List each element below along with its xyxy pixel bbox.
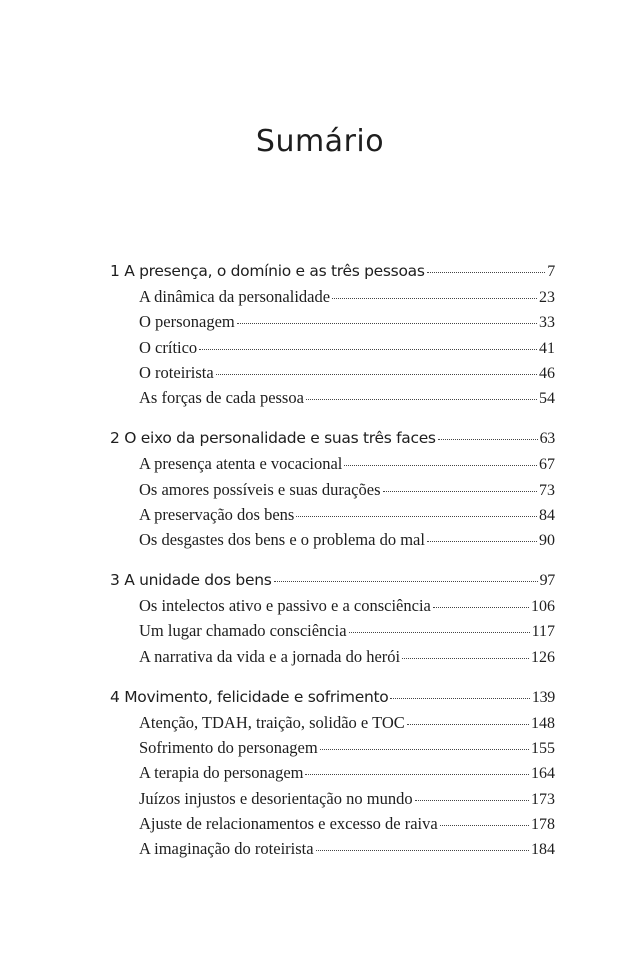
dot-leader xyxy=(199,349,537,350)
page-number: 178 xyxy=(531,815,555,833)
section-title: Os desgastes dos bens e o problema do mal xyxy=(139,529,425,549)
section-entry[interactable] xyxy=(110,789,555,814)
section-title: Os intelectos ativo e passivo e a consciência xyxy=(139,596,431,616)
page-number: 46 xyxy=(539,364,555,382)
table-of-contents xyxy=(110,262,555,880)
chapter-title: 2 O eixo da personalidade e suas três faces xyxy=(110,429,436,448)
chapter-entry[interactable] xyxy=(110,571,555,596)
dot-leader xyxy=(349,632,530,633)
dot-leader xyxy=(427,541,537,542)
dot-leader xyxy=(433,607,529,608)
section-title: Um lugar chamado consciência xyxy=(139,621,347,641)
page-number: 67 xyxy=(539,456,555,474)
page-number: 126 xyxy=(531,648,555,666)
dot-leader xyxy=(402,658,529,659)
page-number: 139 xyxy=(531,688,555,706)
page-number: 7 xyxy=(547,263,555,280)
section-title: O crítico xyxy=(139,337,198,357)
page-number: 84 xyxy=(539,506,555,524)
section-title: A preservação dos bens xyxy=(139,504,295,524)
page-number: 148 xyxy=(531,715,555,732)
dot-leader xyxy=(296,516,537,517)
dot-leader xyxy=(216,374,537,375)
page-number: 173 xyxy=(531,790,555,808)
page-number: 117 xyxy=(531,623,555,641)
section-entry[interactable] xyxy=(110,480,555,505)
section-entry[interactable] xyxy=(110,713,555,738)
page-number: 184 xyxy=(531,840,555,858)
page-number: 63 xyxy=(539,430,555,448)
section-entry[interactable] xyxy=(110,738,555,763)
section-title: A presença atenta e vocacional xyxy=(139,454,343,474)
chapter-3 xyxy=(110,571,555,672)
section-title: Sofrimento do personagem xyxy=(139,738,318,758)
dot-leader xyxy=(415,800,529,801)
dot-leader xyxy=(440,825,529,826)
dot-leader xyxy=(383,491,538,492)
chapter-title: 1 A presença, o domínio e as três pessoas xyxy=(110,262,425,280)
section-title: Ajuste de relacionamentos e excesso de raiva xyxy=(139,813,438,833)
chapter-1 xyxy=(110,262,555,413)
section-title: As forças de cada pessoa xyxy=(139,387,304,407)
dot-leader xyxy=(332,298,537,299)
chapter-title: 3 A unidade dos bens xyxy=(110,571,272,590)
chapter-entry[interactable] xyxy=(110,688,555,713)
page-number: 90 xyxy=(539,531,555,549)
section-entry[interactable] xyxy=(110,338,555,363)
page-number: 54 xyxy=(539,389,555,407)
section-entry[interactable] xyxy=(110,454,555,479)
section-entry[interactable] xyxy=(110,363,555,388)
section-title: O personagem xyxy=(139,312,235,332)
section-entry[interactable] xyxy=(110,596,555,621)
dot-leader xyxy=(407,724,529,725)
page-title: Sumário xyxy=(255,124,385,159)
page-number: 155 xyxy=(531,740,555,758)
section-entry[interactable] xyxy=(110,839,555,864)
chapter-4 xyxy=(110,688,555,864)
dot-leader xyxy=(344,465,537,466)
section-entry[interactable] xyxy=(110,647,555,672)
dot-leader xyxy=(305,774,529,775)
section-title: A imaginação do roteirista xyxy=(139,838,314,858)
dot-leader xyxy=(390,698,529,699)
section-title: A narrativa da vida e a jornada do herói xyxy=(139,646,401,666)
dot-leader xyxy=(427,272,546,273)
section-title: O roteirista xyxy=(139,362,214,382)
section-entry[interactable] xyxy=(110,530,555,555)
section-entry[interactable] xyxy=(110,312,555,337)
section-entry[interactable] xyxy=(110,287,555,312)
page-number: 23 xyxy=(539,289,555,307)
chapter-2 xyxy=(110,429,555,555)
section-entry[interactable] xyxy=(110,763,555,788)
dot-leader xyxy=(316,850,529,851)
chapter-entry[interactable] xyxy=(110,429,555,454)
dot-leader xyxy=(274,581,538,582)
dot-leader xyxy=(306,399,537,400)
page-number: 164 xyxy=(531,765,555,783)
dot-leader xyxy=(320,749,529,750)
dot-leader xyxy=(438,439,538,440)
section-title: Os amores possíveis e suas durações xyxy=(139,479,381,499)
section-title: Atenção, TDAH, traição, solidão e TOC xyxy=(139,713,405,732)
page-number: 33 xyxy=(539,314,555,332)
section-entry[interactable] xyxy=(110,388,555,413)
section-entry[interactable] xyxy=(110,621,555,646)
section-title: A terapia do personagem xyxy=(139,763,304,783)
chapter-entry[interactable] xyxy=(110,262,555,287)
section-entry[interactable] xyxy=(110,505,555,530)
chapter-title: 4 Movimento, felicidade e sofrimento xyxy=(110,687,389,706)
section-entry[interactable] xyxy=(110,814,555,839)
section-title: Juízos injustos e desorientação no mundo xyxy=(139,788,413,808)
section-title: A dinâmica da personalidade xyxy=(139,287,331,307)
page-number: 41 xyxy=(539,339,555,357)
dot-leader xyxy=(237,323,537,324)
page-number: 106 xyxy=(531,598,555,616)
page-number: 97 xyxy=(539,572,555,590)
page-number: 73 xyxy=(539,481,555,499)
